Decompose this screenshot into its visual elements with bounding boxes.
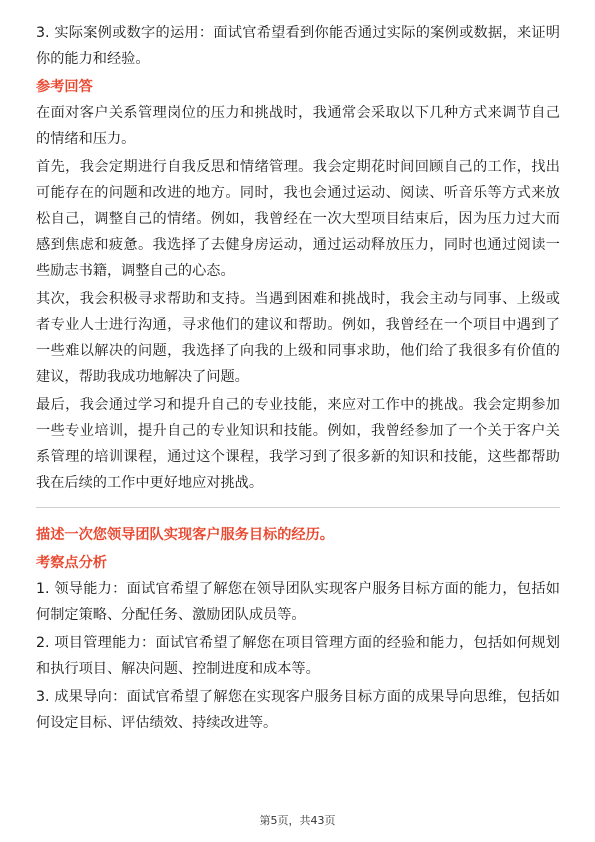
reference-paragraph: 首先，我会定期进行自我反思和情绪管理。我会定期花时间回顾自己的工作，找出可能存在的问题和改进的地方。同时，我也会通过运动、阅读、听音乐等方式来放松自己，调整自己的情绪。例如，我曾经在一次大型项目结束后，因为压力过大而感到焦虑和疲惫。我选择了去健身房运动，通过运动释放压力，同时也通过阅读一些励志书籍，调整自己的心态。 — [36, 159, 560, 279]
page-footer: 第5页，共43页 — [259, 814, 336, 827]
top-item: 3. 实际案例或数字的运用：面试官希望看到你能否通过实际的案例或数据，来证明你的能力和经验。 — [36, 25, 560, 67]
reference-paragraph: 最后，我会通过学习和提升自己的专业技能，来应对工作中的挑战。我会定期参加一些专业培训，提升自己的专业知识和技能。例如，我曾经参加了一个关于客户关系管理的培训课程，通过这个课程，我学习到了很多新的知识和技能，这些都帮助我在后续的工作中更好地应对挑战。 — [36, 397, 560, 491]
analysis-item: 3. 成果导向：面试官希望了解您在实现客户服务目标方面的成果导向思维，包括如何设定目标、评估绩效、持续改进等。 — [36, 689, 560, 731]
document-page — [36, 20, 560, 738]
question-heading: 描述一次您领导团队实现客户服务目标的经历。 — [36, 527, 334, 543]
reference-answer-label: 参考回答 — [36, 79, 93, 95]
analysis-item: 1. 领导能力：面试官希望了解您在领导团队实现客户服务目标方面的能力，包括如何制定策略、分配任务、激励团队成员等。 — [36, 581, 560, 623]
section-divider — [36, 507, 560, 508]
analysis-label: 考察点分析 — [36, 555, 107, 571]
reference-paragraph: 在面对客户关系管理岗位的压力和挑战时，我通常会采取以下几种方式来调节自己的情绪和压力。 — [36, 105, 560, 147]
reference-paragraph: 其次，我会积极寻求帮助和支持。当遇到困难和挑战时，我会主动与同事、上级或者专业人士进行沟通，寻求他们的建议和帮助。例如，我曾经在一个项目中遇到了一些难以解决的问题，我选择了向我的上级和同事求助，他们给了我很多有价值的建议，帮助我成功地解决了问题。 — [36, 291, 560, 385]
analysis-item: 2. 项目管理能力：面试官希望了解您在项目管理方面的经验和能力，包括如何规划和执行项目、解决问题、控制进度和成本等。 — [36, 635, 560, 677]
